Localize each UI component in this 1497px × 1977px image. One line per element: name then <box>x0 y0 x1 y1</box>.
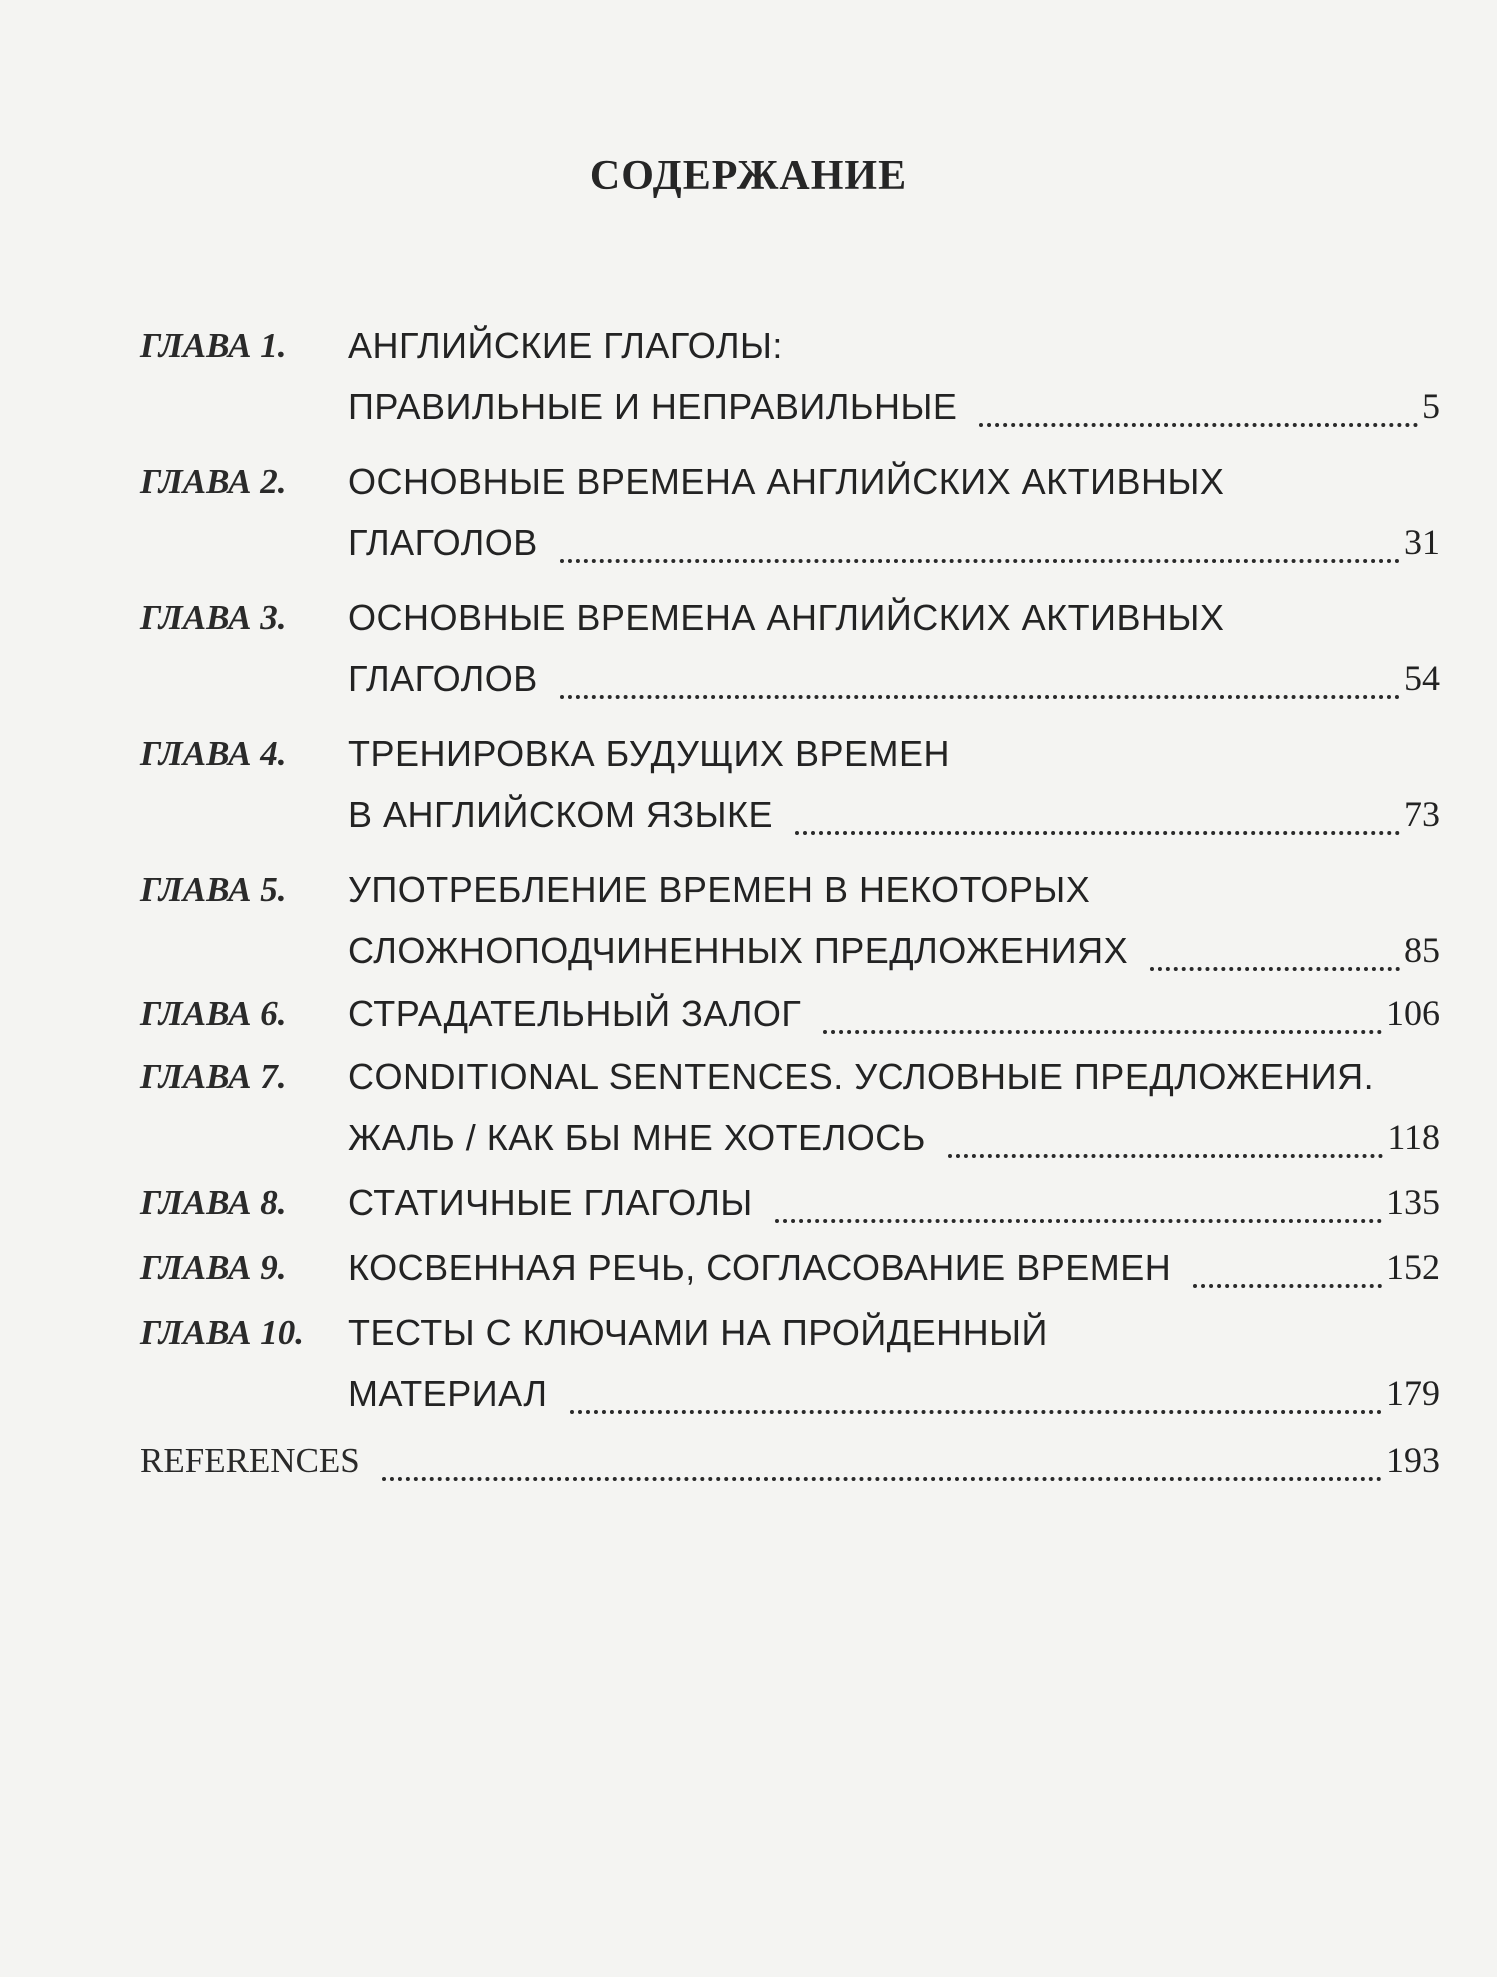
dot-leader <box>560 555 1400 563</box>
page-number: 152 <box>1386 1247 1440 1287</box>
chapter-label: ГЛАВА 9. <box>140 1248 287 1287</box>
page-number: 54 <box>1404 658 1440 698</box>
dot-leader <box>823 1026 1382 1034</box>
page-number: 73 <box>1404 794 1440 834</box>
chapter-label: ГЛАВА 4. <box>140 734 287 773</box>
chapter-label: ГЛАВА 3. <box>140 598 287 637</box>
toc-row <box>140 784 1440 845</box>
chapter-title-line: УПОТРЕБЛЕНИЕ ВРЕМЕН В НЕКОТОРЫХ <box>348 869 1091 910</box>
references-label: REFERENCES <box>140 1441 360 1480</box>
chapter-title-line: ТЕСТЫ С КЛЮЧАМИ НА ПРОЙДЕННЫЙ <box>348 1312 1048 1353</box>
chapter-label: ГЛАВА 2. <box>140 462 287 501</box>
toc-row <box>140 983 1440 1044</box>
dot-leader <box>1193 1280 1382 1288</box>
toc-row <box>140 859 1440 920</box>
toc-row <box>140 587 1440 648</box>
page-number: 5 <box>1422 386 1440 426</box>
toc-entry <box>140 451 1440 573</box>
toc-entry <box>140 723 1440 845</box>
dot-leader <box>560 691 1400 699</box>
chapter-label: ГЛАВА 5. <box>140 870 287 909</box>
page-number: 118 <box>1387 1117 1440 1157</box>
page-number: 179 <box>1386 1373 1440 1413</box>
chapter-label: ГЛАВА 6. <box>140 994 287 1033</box>
dot-leader <box>1150 963 1400 971</box>
chapter-label: ГЛАВА 7. <box>140 1057 287 1096</box>
page-number: 193 <box>1386 1440 1440 1480</box>
page-title: СОДЕРЖАНИЕ <box>589 153 908 199</box>
dot-leader <box>570 1406 1382 1414</box>
chapter-title-line: ЖАЛЬ / КАК БЫ МНЕ ХОТЕЛОСЬ <box>348 1117 926 1158</box>
toc-entry <box>140 859 1440 981</box>
chapter-title-line: КОСВЕННАЯ РЕЧЬ, СОГЛАСОВАНИЕ ВРЕМЕН <box>348 1247 1172 1288</box>
chapter-title-line: СТАТИЧНЫЕ ГЛАГОЛЫ <box>348 1182 753 1223</box>
page-number: 106 <box>1386 993 1440 1033</box>
chapter-title-line: ОСНОВНЫЕ ВРЕМЕНА АНГЛИЙСКИХ АКТИВНЫХ <box>348 461 1225 502</box>
toc-entry <box>140 315 1440 437</box>
dot-leader <box>795 827 1400 835</box>
toc-row <box>140 1302 1440 1363</box>
chapter-title-line: ГЛАГОЛОВ <box>348 522 538 563</box>
toc-row <box>140 723 1440 784</box>
chapter-label: ГЛАВА 1. <box>140 326 287 365</box>
toc-entry <box>140 587 1440 709</box>
chapter-title-line: ГЛАГОЛОВ <box>348 658 538 699</box>
dot-leader <box>382 1473 1382 1481</box>
toc-row <box>140 451 1440 512</box>
dot-leader <box>775 1215 1382 1223</box>
chapter-title-line: СЛОЖНОПОДЧИНЕННЫХ ПРЕДЛОЖЕНИЯХ <box>348 930 1129 971</box>
toc-row <box>140 920 1440 981</box>
dot-leader <box>979 419 1418 427</box>
page-number: 85 <box>1404 930 1440 970</box>
chapter-label: ГЛАВА 10. <box>140 1313 304 1352</box>
references-entry <box>140 1430 1440 1491</box>
toc-row <box>140 1237 1440 1298</box>
toc-row <box>140 376 1440 437</box>
toc-row <box>140 648 1440 709</box>
chapter-title-line: ПРАВИЛЬНЫЕ И НЕПРАВИЛЬНЫЕ <box>348 386 958 427</box>
chapter-title-line: МАТЕРИАЛ <box>348 1373 548 1414</box>
chapter-title-line: ОСНОВНЫЕ ВРЕМЕНА АНГЛИЙСКИХ АКТИВНЫХ <box>348 597 1225 638</box>
toc-row <box>140 1046 1440 1107</box>
chapter-label: ГЛАВА 8. <box>140 1183 287 1222</box>
toc-row <box>140 315 1440 376</box>
chapter-title-line: CONDITIONAL SENTENCES. УСЛОВНЫЕ ПРЕДЛОЖЕНИЯ. <box>348 1056 1375 1097</box>
chapter-title-line: ТРЕНИРОВКА БУДУЩИХ ВРЕМЕН <box>348 733 950 774</box>
page-number: 135 <box>1386 1182 1440 1222</box>
toc-entry <box>140 983 1440 1044</box>
toc-entry <box>140 1172 1440 1233</box>
toc-entry <box>140 1302 1440 1424</box>
table-of-contents <box>140 315 1440 1424</box>
toc-row <box>140 1363 1440 1424</box>
page-number: 31 <box>1404 522 1440 562</box>
toc-row <box>140 1172 1440 1233</box>
chapter-title-line: АНГЛИЙСКИЕ ГЛАГОЛЫ: <box>348 325 783 366</box>
toc-entry <box>140 1046 1440 1168</box>
toc-row <box>140 512 1440 573</box>
chapter-title-line: В АНГЛИЙСКОМ ЯЗЫКЕ <box>348 794 774 835</box>
toc-entry <box>140 1237 1440 1298</box>
toc-row <box>140 1107 1440 1168</box>
dot-leader <box>948 1150 1384 1158</box>
chapter-title-line: СТРАДАТЕЛЬНЫЙ ЗАЛОГ <box>348 993 802 1034</box>
